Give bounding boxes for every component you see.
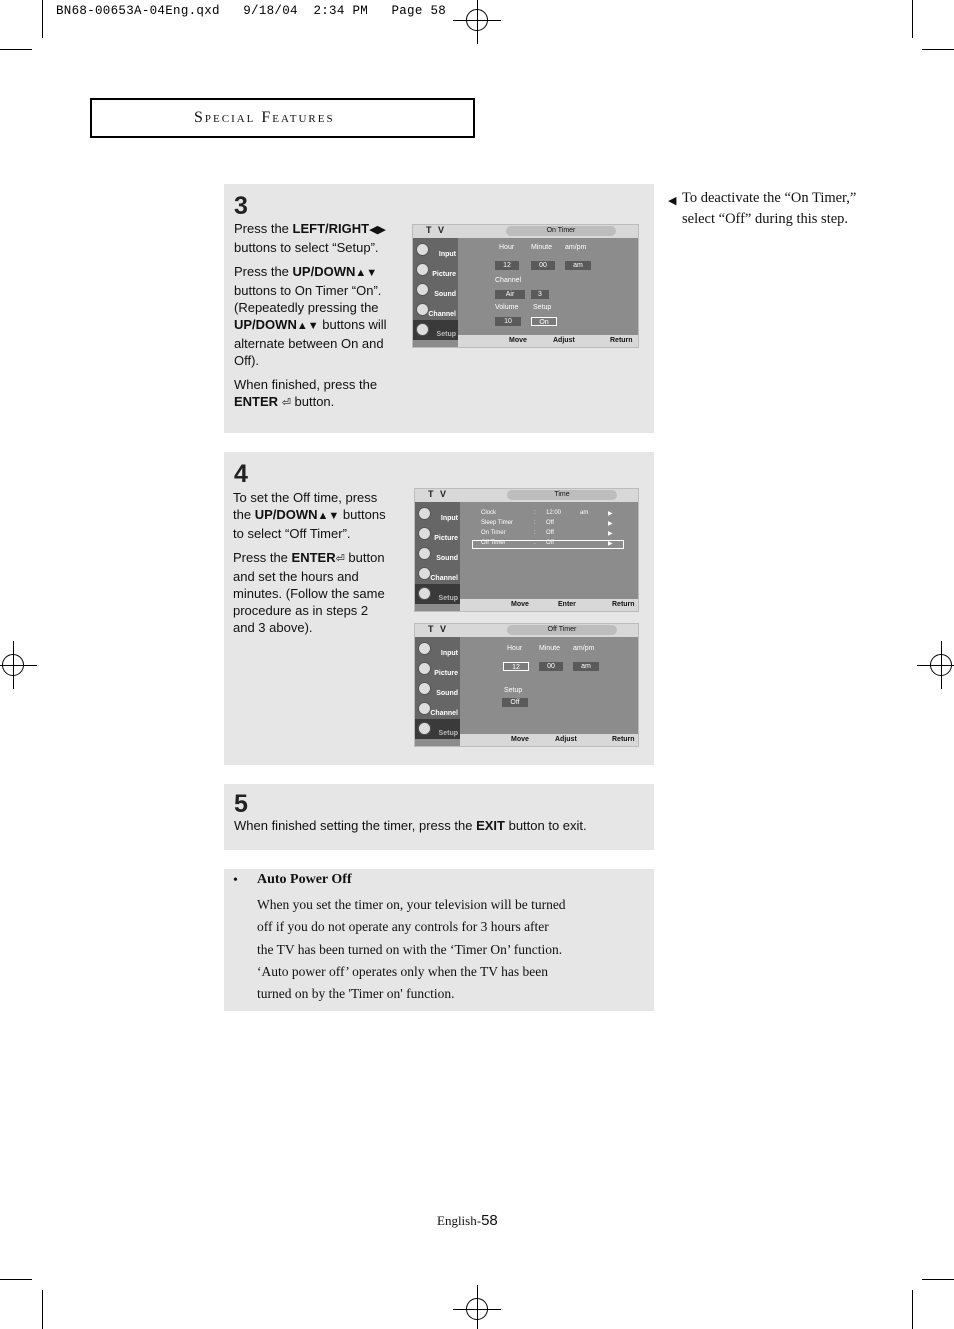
text: buttons to select “Setup”. bbox=[234, 240, 379, 255]
setup-icon bbox=[418, 587, 431, 600]
osd-time-arrow: ▶ bbox=[608, 511, 613, 517]
step-4-text bbox=[233, 489, 393, 643]
text: When finished, press the bbox=[234, 377, 378, 392]
side-note bbox=[668, 188, 888, 230]
step-number: 3 bbox=[234, 192, 248, 220]
osd-menu-input bbox=[413, 240, 458, 260]
input-icon bbox=[418, 642, 431, 655]
section-title: Special Features bbox=[90, 98, 475, 138]
bullet: • bbox=[233, 873, 238, 888]
osd-minute-label: Minute bbox=[539, 645, 561, 652]
channel-icon bbox=[418, 567, 431, 580]
text: To set the Off time, press the bbox=[233, 490, 378, 522]
sound-icon bbox=[416, 283, 429, 296]
osd-title: On Timer bbox=[506, 226, 616, 236]
body-line: off if you do not operate any controls for 3 hours after bbox=[257, 919, 549, 935]
side-note-text: To deactivate the “On Timer,” select “Off” during this step. bbox=[682, 190, 857, 227]
osd-footer-return: Return bbox=[612, 736, 635, 743]
osd-menu-channel bbox=[413, 300, 458, 320]
osd-setup-label: Setup bbox=[504, 687, 523, 694]
osd-menu-label: Setup bbox=[438, 595, 458, 602]
osd-selection-highlight bbox=[472, 540, 624, 549]
body-line: the TV has been turned on with the ‘Timer On’ function. bbox=[257, 941, 563, 957]
osd-sidebar bbox=[413, 238, 458, 338]
osd-footer bbox=[460, 734, 638, 746]
tv-osd-on-timer bbox=[412, 224, 639, 348]
osd-time-sep: : bbox=[534, 540, 536, 546]
osd-time-value: Off bbox=[546, 530, 554, 536]
osd-footer-move: Move bbox=[511, 601, 529, 608]
osd-tv-label: T V bbox=[428, 489, 449, 499]
button-name: UP/DOWN bbox=[234, 317, 297, 332]
sound-icon bbox=[418, 547, 431, 560]
button-name: ENTER bbox=[234, 394, 279, 409]
print-slug: BN68-00653A-04Eng.qxd 9/18/04 2:34 PM Page 58 bbox=[56, 4, 447, 18]
osd-menu-label: Input bbox=[440, 515, 458, 522]
osd-hour-value: 12 bbox=[503, 662, 529, 671]
osd-volume-value: 10 bbox=[495, 317, 521, 326]
osd-menu-label: Picture bbox=[434, 670, 458, 677]
picture-icon bbox=[416, 263, 429, 276]
setup-icon bbox=[416, 323, 429, 336]
auto-power-off-title: Auto Power Off bbox=[257, 872, 352, 887]
osd-setup-value: On bbox=[531, 317, 557, 326]
osd-footer-move: Move bbox=[509, 337, 527, 344]
up-down-arrows-icon: ▲▼ bbox=[317, 510, 340, 522]
osd-time-sep: : bbox=[534, 520, 536, 526]
channel-icon bbox=[418, 702, 431, 715]
osd-footer-move: Move bbox=[511, 736, 529, 743]
osd-menu-input bbox=[415, 639, 460, 659]
step-4-paragraph-2 bbox=[233, 549, 393, 636]
step-5-box bbox=[224, 784, 654, 850]
osd-minute-value: 00 bbox=[531, 261, 555, 270]
registration-mark bbox=[2, 654, 24, 676]
step-3-paragraph-3 bbox=[234, 376, 394, 412]
osd-time-arrow: ▶ bbox=[608, 531, 613, 537]
text: Press the bbox=[234, 221, 293, 236]
footer-prefix: English- bbox=[437, 1213, 482, 1228]
text: buttons to select “Off Timer”. bbox=[233, 507, 386, 541]
setup-icon bbox=[418, 722, 431, 735]
step-3-paragraph-2 bbox=[234, 263, 394, 369]
text: Press the bbox=[233, 550, 292, 565]
osd-ampm-label: am/pm bbox=[565, 244, 587, 251]
text: button and set the hours and minutes. (Follow the same procedure as in steps 2 and 3 above). bbox=[233, 550, 385, 635]
osd-menu-setup bbox=[415, 584, 460, 604]
osd-menu-sound bbox=[415, 679, 460, 699]
step-3-paragraph-1 bbox=[234, 220, 394, 256]
step-3-box bbox=[224, 184, 654, 433]
osd-time-extra: am bbox=[580, 510, 589, 516]
osd-title: Time bbox=[507, 490, 617, 500]
crop-mark bbox=[0, 1279, 32, 1280]
osd-footer-adjust: Adjust bbox=[553, 337, 575, 344]
crop-mark bbox=[912, 0, 913, 38]
step-4-paragraph-1 bbox=[233, 489, 393, 542]
osd-time-label: Off Timer bbox=[481, 540, 506, 546]
input-icon bbox=[416, 243, 429, 256]
osd-menu-channel bbox=[415, 564, 460, 584]
osd-footer-adjust: Adjust bbox=[555, 736, 577, 743]
text: When finished setting the timer, press the bbox=[234, 818, 477, 833]
osd-time-value: Off bbox=[546, 540, 554, 546]
osd-menu-setup bbox=[415, 719, 460, 739]
body-line: turned on by the 'Timer on' function. bbox=[257, 986, 455, 1002]
osd-footer-enter: Enter bbox=[558, 601, 576, 608]
osd-menu-label: Picture bbox=[432, 271, 456, 278]
osd-time-arrow: ▶ bbox=[608, 541, 613, 547]
osd-menu-setup bbox=[413, 320, 458, 340]
osd-menu-label: Sound bbox=[436, 555, 458, 562]
registration-mark bbox=[466, 1298, 488, 1320]
picture-icon bbox=[418, 527, 431, 540]
osd-setup-label: Setup bbox=[533, 304, 552, 311]
registration-mark bbox=[930, 654, 952, 676]
step-number: 4 bbox=[234, 460, 248, 488]
osd-minute-value: 00 bbox=[539, 662, 563, 671]
enter-icon: ⏎ bbox=[281, 397, 291, 409]
osd-time-sep: : bbox=[534, 530, 536, 536]
osd-sidebar bbox=[415, 637, 460, 737]
osd-footer-return: Return bbox=[610, 337, 633, 344]
osd-menu-sound bbox=[413, 280, 458, 300]
osd-menu-label: Picture bbox=[434, 535, 458, 542]
picture-icon bbox=[418, 662, 431, 675]
osd-volume-label: Volume bbox=[495, 304, 519, 311]
osd-hour-label: Hour bbox=[499, 244, 515, 251]
button-name: ENTER bbox=[291, 550, 336, 565]
osd-ampm-label: am/pm bbox=[573, 645, 595, 652]
up-down-arrows-icon: ▲▼ bbox=[296, 320, 319, 332]
osd-time-value: Off bbox=[546, 520, 554, 526]
osd-hour-value: 12 bbox=[495, 261, 519, 270]
crop-mark bbox=[0, 49, 32, 50]
osd-menu-label: Input bbox=[440, 650, 458, 657]
text: button. bbox=[290, 394, 335, 409]
osd-minute-label: Minute bbox=[531, 244, 553, 251]
input-icon bbox=[418, 507, 431, 520]
osd-title: Off Timer bbox=[507, 625, 617, 635]
step-4-box bbox=[224, 452, 654, 765]
registration-mark bbox=[466, 9, 488, 31]
osd-setup-value: Off bbox=[502, 698, 528, 707]
osd-tv-label: T V bbox=[426, 225, 447, 235]
osd-ampm-value: am bbox=[565, 261, 591, 270]
text: Press the bbox=[234, 264, 293, 279]
crop-mark bbox=[912, 1290, 913, 1329]
body-line: When you set the timer on, your television will be turned bbox=[257, 897, 566, 912]
tv-osd-time bbox=[414, 488, 639, 612]
auto-power-off-note bbox=[224, 869, 654, 1011]
tv-osd-off-timer bbox=[414, 623, 639, 747]
osd-menu-label: Channel bbox=[428, 311, 456, 318]
osd-menu-label: Setup bbox=[438, 730, 458, 737]
osd-menu-label: Channel bbox=[430, 575, 458, 582]
channel-icon bbox=[416, 303, 429, 316]
text: button to exit. bbox=[504, 818, 587, 833]
osd-footer bbox=[458, 335, 638, 347]
left-right-arrows-icon: ◀▶ bbox=[369, 224, 386, 236]
up-down-arrows-icon: ▲▼ bbox=[355, 267, 378, 279]
osd-channel-label: Channel bbox=[495, 277, 522, 284]
osd-menu-label: Input bbox=[438, 251, 456, 258]
osd-menu-channel bbox=[415, 699, 460, 719]
osd-menu-picture bbox=[415, 524, 460, 544]
osd-tv-label: T V bbox=[428, 624, 449, 634]
body-line: ‘Auto power off’ operates only when the TV has been bbox=[257, 963, 549, 979]
osd-menu-label: Channel bbox=[430, 710, 458, 717]
osd-menu-label: Sound bbox=[434, 291, 456, 298]
osd-menu-input bbox=[415, 504, 460, 524]
osd-menu-picture bbox=[415, 659, 460, 679]
crop-mark bbox=[42, 0, 43, 38]
osd-time-label: Sleep Timer bbox=[481, 520, 514, 526]
left-triangle-icon: ◀ bbox=[668, 195, 677, 207]
step-5-text bbox=[234, 817, 644, 834]
osd-hour-label: Hour bbox=[507, 645, 523, 652]
button-name: EXIT bbox=[476, 818, 505, 833]
sound-icon bbox=[418, 682, 431, 695]
osd-sidebar bbox=[415, 502, 460, 602]
osd-menu-picture bbox=[413, 260, 458, 280]
osd-ampm-value: am bbox=[573, 662, 599, 671]
osd-time-arrow: ▶ bbox=[608, 521, 613, 527]
osd-channel-number: 3 bbox=[531, 290, 549, 299]
page-footer bbox=[437, 1212, 498, 1229]
text: buttons will alternate between On and Off). bbox=[234, 317, 387, 368]
osd-time-label: Clock bbox=[481, 510, 497, 516]
osd-time-sep: : bbox=[534, 510, 536, 516]
auto-power-off-body bbox=[257, 894, 587, 1005]
button-name: UP/DOWN bbox=[292, 264, 356, 279]
osd-menu-label: Sound bbox=[436, 690, 458, 697]
step-3-text bbox=[234, 220, 394, 419]
osd-time-label: On Timer bbox=[481, 530, 506, 536]
osd-time-value: 12:00 bbox=[546, 510, 562, 516]
osd-menu-label: Setup bbox=[436, 331, 456, 338]
step-number: 5 bbox=[234, 790, 248, 818]
crop-mark bbox=[42, 1290, 43, 1329]
crop-mark bbox=[922, 1279, 954, 1280]
osd-footer bbox=[460, 599, 638, 611]
osd-channel-band: Air bbox=[495, 290, 525, 299]
osd-footer-return: Return bbox=[612, 601, 635, 608]
text: buttons to On Timer “On”. (Repeatedly pressing the bbox=[234, 283, 382, 315]
button-name: UP/DOWN bbox=[254, 507, 318, 522]
crop-mark bbox=[922, 49, 954, 50]
osd-menu-sound bbox=[415, 544, 460, 564]
enter-icon: ⏎ bbox=[335, 553, 345, 565]
button-name: LEFT/RIGHT bbox=[292, 221, 370, 236]
page-number: 58 bbox=[481, 1212, 498, 1229]
